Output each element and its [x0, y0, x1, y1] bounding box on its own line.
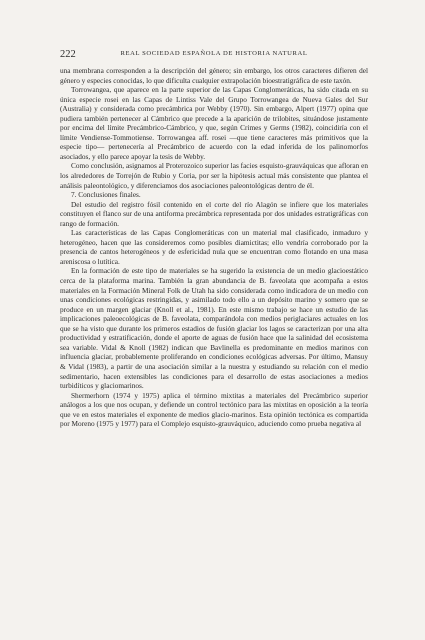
section-heading: 7. Conclusiones finales.	[71, 190, 141, 200]
paragraph: una membrana corresponden a la descripción del género; sin embargo, los otros caracteres difieren del género y especies conocidas, lo que dificulta cualquier extrapolación bioestratigráfica de este taxón.	[60, 66, 368, 85]
paragraph: Del estudio del registro fósil contenido en el corte del río Alagón se infiere que los materiales constituyen el flanco sur de una antiforma precámbrica representada por dos unidades estratigráficas con rango de formación.	[60, 199, 368, 228]
page-number: 222	[60, 49, 76, 60]
page-header	[60, 49, 368, 61]
paragraph: En la formación de este tipo de materiales se ha sugerido la existencia de un medio glacioestático cerca de la plataforma marina. También la gran abundancia de B. faveolata que acompaña a estos materiales en la Formación Mineral Folk de Utah ha sido considerada como indicadora de un medio con unas condiciones ecológicas restringidas, y asimilado todo ello a un depósito marino y somero que se produce en un margen glaciar (Knoll et al., 1981). En este mismo trabajo se hace un estudio de las implicaciones paleoecológicas de B. faveolata, comparándola con medios periglaciares actuales en los que se ha visto que durante los primeros estadios de fusión glaciar los lagos se caracterizan por una alta productividad y estratificación, donde el aporte de aguas de fusión hace que la salinidad del ecosistema sea variable. Vidal & Knoll (1982) indican que Bavlinella es predominante en medios marinos con influencia glaciar, probablemente proliferando en condiciones ecológicas adversas. Por último, Mansuy & Vidal (1983), a partir de una asociación similar a la nuestra y estudiando su relación con el medio sedimentario, hacen extensibles las condiciones para el desarrollo de estas asociaciones a medios turbidíticos y glaciomarinos.	[60, 266, 368, 391]
paragraph: Como conclusión, asignamos al Proterozoico superior las facies esquisto-grauváquicas que afloran en los alrededores de Torrejón de Rubio y Coria, por ser la hipótesis actual más consistente que plantea el análisis paleontológico, y diferenciamos dos asociaciones paleontológicas dentro de él.	[60, 161, 368, 190]
body-text	[60, 66, 368, 429]
paragraph: Torrowangea, que aparece en la parte superior de las Capas Conglomeráticas, ha sido citada en su única especie rosei en las Capas de Lintiss Vale del Grupo Torrowangea de Nueva Gales del Sur (Australia) y considerada como precámbrica por Webby (1970). Sin embargo, Alpert (1977) opina que pudiera también pertenecer al Cámbrico que precede a la aparición de trilobites, situándose justamente por encima del límite Precámbrico-Cámbrico, y que, según Crimes y Germs (1982), coincidiría con el límite Vendiense-Tommotiense. Torrowangea aff. rosei —que tiene caracteres más primitivos que la especie tipo— pertenecería al Precámbrico de acuerdo con la edad inferida de los palinomorfos asociados, y ello parece apoyar la tesis de Webby.	[60, 85, 368, 161]
paragraph: Shermerhorn (1974 y 1975) aplica el término mixtitas a materiales del Precámbrico superior análogos a los que nos ocupan, y defiende un control tectónico para las mixtitas en oposición a la teoría que ve en estos materiales el exponente de medios glacio-marinos. Esta opinión tectónica es compartida por Moreno (1975 y 1977) para el Complejo esquisto-grauváquico, aduciendo como prueba negativa al	[60, 390, 368, 429]
paragraph: Las características de las Capas Conglomeráticas con un material mal clasificado, inmaduro y heterogéneo, hacen que las consideremos como posibles diamictitas; ello vendría corroborado por la presencia de cantos heterogéneos y de esfericidad nula que se encuentran como flotando en una masa areniscosa o lutítica.	[60, 228, 368, 266]
running-head: REAL SOCIEDAD ESPAÑOLA DE HISTORIA NATURAL	[120, 50, 308, 57]
